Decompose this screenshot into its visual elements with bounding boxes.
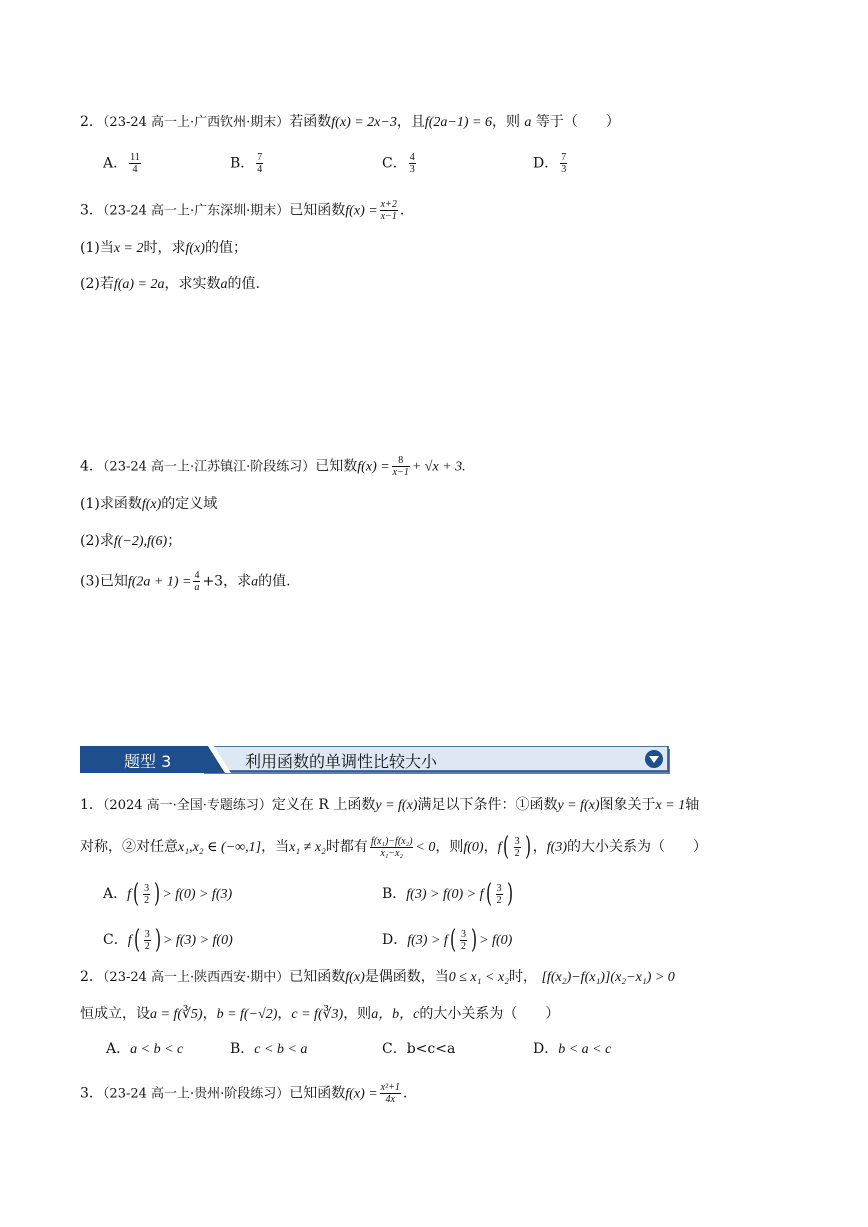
math-expression: f(2a−1) = 6 <box>424 115 492 130</box>
option-a[interactable]: A．f( $\frac{3}{2}$ ) > f(0) > f(3) <box>103 879 233 909</box>
option-b[interactable]: B． $\frac{7}{4}$ <box>230 152 263 175</box>
question-source: （23-24 高一上·广西钦州·期末） <box>102 115 290 130</box>
q3-stem: 3．（23-24 高一上·广东深圳·期末）已知函数f(x) = $\frac{x+2}{x-1}$ . <box>80 199 405 222</box>
q2-stem: 2．（23-24 高一上·广西钦州·期末）若函数f(x) = 2x−3，且f(2a−1) = 6，则 a 等于（ ） <box>80 114 620 130</box>
q1b-stem-line1: 1．（2024 高一·全国·专题练习）定义在 R 上函数y = f(x)满足以下条件：①函数y = f(x)图象关于x = 1轴 <box>80 797 700 813</box>
q4-part2: (2)求f(−2),f(6)； <box>80 533 182 549</box>
banner-tag: 题型 3 <box>124 752 172 771</box>
question-number: 3． <box>80 1085 103 1102</box>
q4-stem: 4．（23-24 高一上·江苏镇江·阶段练习）已知数f(x) = $\frac{8}{x-1}$ + √x + 3. <box>80 455 466 478</box>
option-c[interactable]: C．f( $\frac{3}{2}$ ) > f(3) > f(0) <box>103 925 233 955</box>
option-b[interactable]: B．f(3) > f(0) > f( $\frac{3}{2}$ ) <box>382 879 513 909</box>
question-number: 2． <box>80 969 103 985</box>
q4-part3: (3)已知f(2a + 1) = $\frac{4}{a}$ +3，求a的值. <box>80 570 291 593</box>
question-number: 2． <box>80 114 103 130</box>
option-d[interactable]: D．f(3) > f( $\frac{3}{2}$ ) > f(0) <box>382 925 513 955</box>
option-a[interactable]: A． $\frac{11}{4}$ <box>103 152 140 175</box>
option-c[interactable]: C．b<c<a <box>382 1041 456 1057</box>
banner-title: 利用函数的单调性比较大小 <box>245 752 438 771</box>
math-expression: f(x) = 2x−3 <box>331 115 397 130</box>
option-d[interactable]: D．b < a < c <box>533 1041 612 1057</box>
question-number: 1． <box>80 797 103 813</box>
option-b[interactable]: B．c < b < a <box>230 1041 308 1057</box>
option-a[interactable]: A．a < b < c <box>106 1041 184 1057</box>
q1b-stem-line2: 对称，②对任意x₁,x₂ ∈ (−∞,1]，当x₁ ≠ x₂时都有 $\frac{\text{f(x₁)−f(x₂)}}{\text{x₁−x₂}}$ < 0，则f(0)，f( $\frac{3}{2}$ ) ，f(3)的大小关系为（ ） <box>80 832 707 862</box>
question-number: 4． <box>80 458 103 475</box>
question-source: （23-24 高一上·陕西西安·期中） <box>102 970 290 985</box>
option-c[interactable]: C． $\frac{4}{3}$ <box>382 152 415 175</box>
q4-part1: (1)求函数f(x)的定义域 <box>80 496 218 512</box>
question-source: （23-24 高一上·广东深圳·期末） <box>102 203 290 219</box>
q2b-stem-line2: 恒成立，设a = f(∛5)，b = f(−√2)，c = f(∛3)，则a，b，c的大小关系为（ ） <box>80 1006 560 1022</box>
q2b-stem-line1: 2．（23-24 高一上·陕西西安·期中）已知函数f(x)是偶函数，当0 ≤ x₁ < x₂时， [f(x₂)−f(x₁)](x₂−x₁) > 0 <box>80 969 675 985</box>
section-banner <box>80 746 672 776</box>
question-source: （23-24 高一上·贵州·阶段练习） <box>102 1086 290 1102</box>
q3-part1: (1)当x = 2时，求f(x)的值； <box>80 240 247 256</box>
question-number: 3． <box>80 202 103 219</box>
question-source: （2024 高一·全国·专题练习） <box>102 798 272 813</box>
question-source: （23-24 高一上·江苏镇江·阶段练习） <box>102 459 316 475</box>
option-d[interactable]: D． $\frac{7}{3}$ <box>533 152 567 175</box>
q3-part2: (2)若f(a) = 2a，求实数a的值. <box>80 276 260 292</box>
q3b-stem: 3．（23-24 高一上·贵州·阶段练习）已知函数f(x) = $\frac{\text{x²+1}}{4x}$ . <box>80 1082 408 1105</box>
